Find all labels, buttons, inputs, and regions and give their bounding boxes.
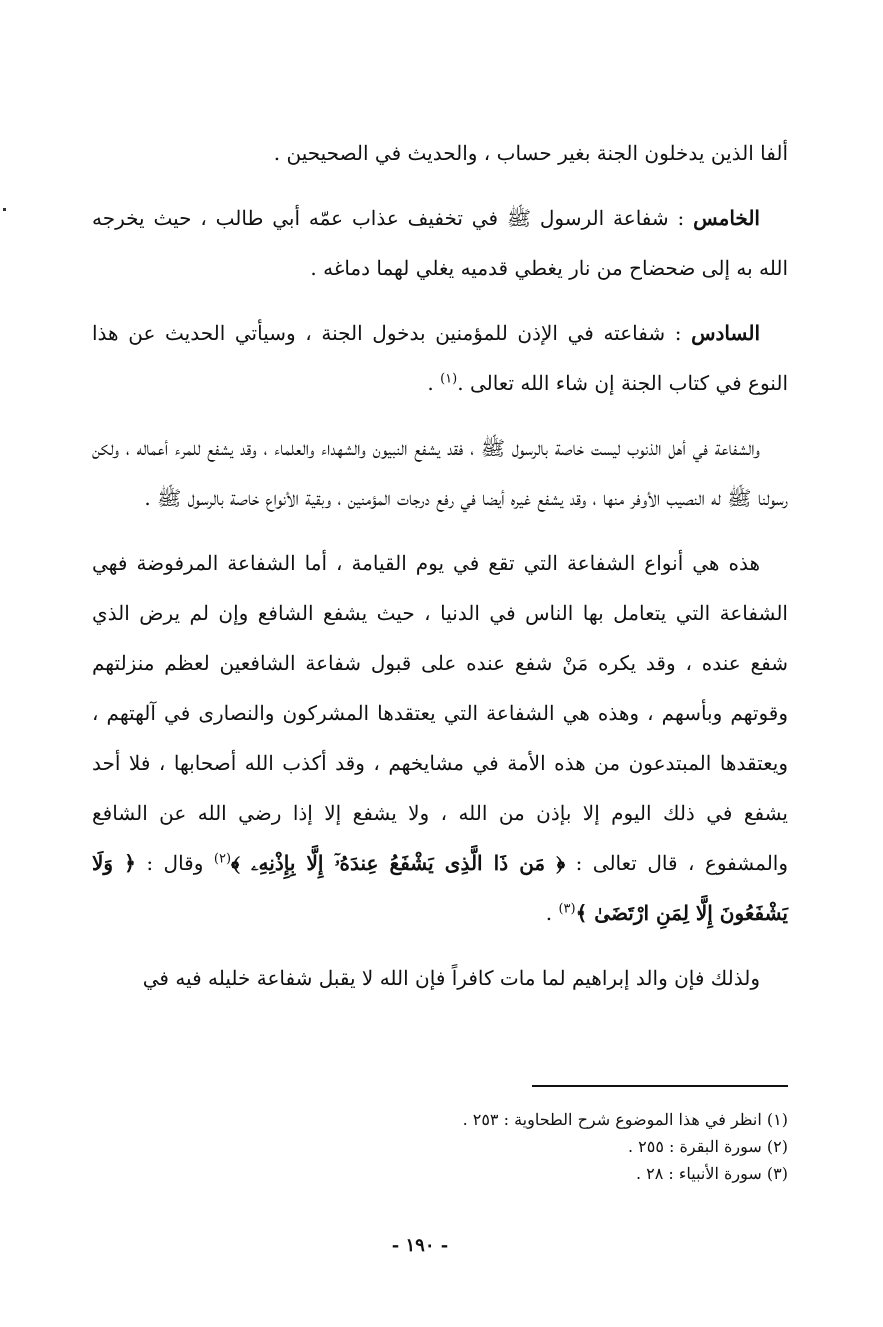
quran-verse: ﴿ وَلَا يَشْفَعُونَ إِلَّا لِمَنِ ارْتَضَىٰ ﴾ [92,851,788,925]
margin-speck [3,208,6,211]
paragraph-text: ولذلك فإن والد إبراهيم لما مات كافراً فإن الله لا يقبل شفاعة خليله فيه في [142,966,760,990]
paragraph-continuation [92,128,788,178]
paragraph-sixth-intercession [92,308,788,408]
paragraph-fifth-intercession [92,193,788,293]
body-text [92,128,788,1018]
paragraph-lead: السادس [691,321,760,345]
paragraph-text-end: . [545,901,559,925]
footnote-marker: (٣) [558,901,576,917]
paragraph-text-middle: وقال : [135,851,214,875]
footnote-marker: (٢) [213,851,232,867]
paragraph-rejected-intercession [92,538,788,938]
paragraph-text: : شفاعته في الإذن للمؤمنين بدخول الجنة ، وسيأتي الحديث عن هذا النوع في كتاب الجنة إن شاء الله تعالى . [92,321,788,395]
footnote-divider [532,1085,788,1087]
quran-verse: ﴿ مَن ذَا الَّذِى يَشْفَعُ عِندَهُۥٓ إِلَّا بِإِذْنِهِۦ ﴾ [231,851,566,875]
footnote: (٣) سورة الأنبياء : ٢٨ . [635,1164,788,1183]
paragraph-text: ألفا الذين يدخلون الجنة بغير حساب ، والحديث في الصحيحين . [273,141,788,165]
footnote: (١) انظر في هذا الموضوع شرح الطحاوية : ٢٥٣ . [462,1110,788,1129]
paragraph-text: والشفاعة في أهل الذنوب ليست خاصة بالرسول ﷺ ، فقد يشفع النبيون والشهداء والعلماء ، وقد يشفع للمرء أعماله ، ولكن رسولنا ﷺ له النصيب الأوفر منها ، وقد يشفع غيره أيضا في رفع درجات المؤمنين ، وبقية الأنواع خاصة بالرسول ﷺ . [92,436,788,510]
paragraph-lead: الخامس [693,206,760,230]
paragraph-text: هذه هي أنواع الشفاعة التي تقع في يوم القيامة ، أما الشفاعة المرفوضة فهي الشفاعة التي يتعامل بها الناس في الدنيا ، حيث يشفع الشافع وإن لم يرض الذي شفع عنده ، وقد يكره مَنْ شفع عنده على قبول شفاعة الشافعين لعظم منزلتهم وقوتهم وبأسهم ، وهذه هي الشفاعة التي يعتقدها المشركون والنصارى في آلهتهم ، ويعتقدها المبتدعون من هذه الأمة في مشايخهم ، وقد أكذب الله أصحابها ، فلا أحد يشفع في ذلك اليوم إلا بإذن من الله ، ولا يشفع إلا إذا رضي الله عن الشافع والمشفوع ، قال تعالى : [92,551,788,875]
paragraph-text: : شفاعة الرسول ﷺ في تخفيف عذاب عمّه أبي طالب ، حيث يخرجه الله به إلى ضحضاح من نار يغطي قدميه يغلي لهما دماغه . [92,206,788,280]
page-number: - ١٩٠ - [391,1235,449,1256]
paragraph-abraham-father [92,953,788,1003]
paragraph-text-end: . [427,371,441,395]
paragraph-sinners-intercession [92,423,788,523]
footnote: (٢) سورة البقرة : ٢٥٥ . [627,1137,788,1156]
footnote-marker: (١) [440,371,458,387]
footnotes [300,1106,788,1187]
